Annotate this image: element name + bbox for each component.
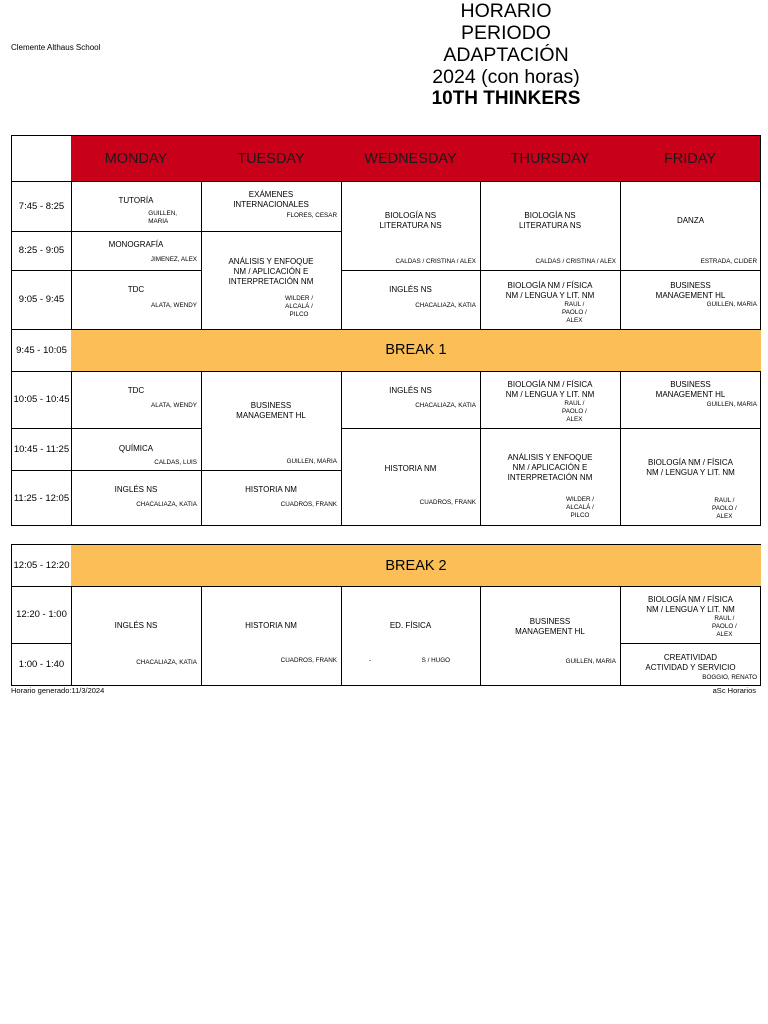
teacher-line: ALEX — [716, 631, 733, 639]
lesson-cell — [201, 231, 342, 330]
subject — [620, 653, 761, 673]
teacher — [562, 301, 587, 326]
subject-line: BIOLOGÍA NS — [384, 211, 437, 220]
title-line: 2024 (con horas) — [432, 66, 580, 88]
subject — [201, 401, 341, 421]
lesson-cell — [341, 586, 481, 685]
lesson-cell — [480, 428, 621, 526]
subject-line: MANAGEMENT HL — [515, 627, 585, 636]
teacher: ESTRADA, CLIDER — [700, 258, 757, 265]
lesson-cell — [71, 586, 202, 685]
time-slot: 11:25 - 12:05 — [12, 470, 72, 526]
teacher-line: WILDER / — [285, 295, 313, 302]
subject — [620, 595, 761, 615]
time-slot: 8:25 - 9:05 — [12, 231, 72, 271]
software-credit: aSc Horarios — [712, 686, 756, 695]
lesson-cell — [620, 428, 761, 526]
class-name: 10TH THINKERS — [431, 88, 581, 109]
lesson-cell — [201, 586, 342, 685]
subject-line: BIOLOGÍA NM / FÍSICA — [648, 458, 733, 467]
subject-line: NM / APLICACIÓN E — [512, 463, 588, 472]
subject-line: NM / APLICACIÓN E — [233, 267, 309, 276]
subject — [201, 257, 341, 287]
lesson-cell — [71, 470, 202, 526]
teacher-line: PAOLO / — [562, 408, 587, 416]
subject-line: NM / LENGUA Y LIT. NM — [505, 390, 595, 399]
teacher-line: RAUL / — [564, 301, 585, 308]
day-header-monday: MONDAY — [71, 136, 202, 182]
subject: DANZA — [676, 216, 705, 225]
teacher: ALATA, WENDY — [151, 402, 197, 409]
subject-line: BIOLOGÍA NM / FÍSICA — [507, 281, 593, 290]
subject: QUÍMICA — [118, 444, 154, 453]
subject-line: BUSINESS — [250, 401, 292, 410]
lesson-cell — [480, 181, 621, 271]
lesson-cell — [480, 371, 621, 429]
teacher: - — [369, 657, 372, 664]
teacher: CALDAS / CRISTINA / ALEX — [535, 258, 616, 265]
day-header-friday: FRIDAY — [620, 136, 760, 182]
subject-line: NM / LENGUA Y LIT. NM — [646, 605, 735, 614]
teacher: CUADROS, FRANK — [280, 657, 337, 664]
lesson-cell — [341, 181, 481, 271]
subject: MONOGRAFÍA — [108, 240, 164, 249]
day-header-thursday: THURSDAY — [480, 136, 621, 182]
teacher: CHACALIAZA, KATIA — [415, 402, 476, 409]
subject: INGLÉS NS — [389, 285, 432, 294]
subject-line: MANAGEMENT HL — [655, 291, 726, 300]
subject — [480, 453, 620, 483]
teacher-line: PILCO — [289, 311, 309, 319]
lesson-cell — [341, 371, 481, 429]
time-slot: 12:05 - 12:20 — [12, 545, 72, 587]
teacher: CUADROS, FRANK — [419, 499, 476, 506]
subject-line: CREATIVIDAD — [663, 653, 718, 662]
lesson-cell — [71, 270, 202, 330]
teacher: GUILLEN, MARIA — [706, 301, 757, 308]
break-2: BREAK 2 — [71, 545, 761, 587]
subject-line: ANÁLISIS Y ENFOQUE — [507, 453, 593, 462]
subject — [480, 281, 620, 301]
teacher-line: PILCO — [570, 512, 590, 520]
teacher-line: ALCALÁ / — [285, 303, 313, 311]
teacher-line: ALEX — [716, 513, 733, 521]
teacher-line: PAOLO / — [562, 309, 587, 317]
time-slot: 10:05 - 10:45 — [12, 371, 72, 429]
subject: TDC — [127, 386, 145, 395]
lesson-cell — [341, 270, 481, 330]
subject-line: BUSINESS — [670, 281, 711, 290]
subject-line: INTERPRETACIÓN NM — [507, 473, 593, 482]
subject-line: NM / LENGUA Y LIT. NM — [646, 468, 735, 477]
subject: TDC — [127, 285, 145, 294]
lesson-cell — [201, 181, 342, 232]
subject — [341, 211, 480, 231]
teacher — [562, 400, 587, 425]
subject — [480, 211, 620, 231]
subject-line: ACTIVIDAD Y SERVICIO — [645, 663, 736, 672]
lesson-cell — [341, 428, 481, 526]
subject: INGLÉS NS — [114, 621, 158, 630]
subject — [620, 281, 761, 301]
day-header-tuesday: TUESDAY — [201, 136, 342, 182]
subject-line: INTERNACIONALES — [233, 200, 309, 209]
page-title — [406, 0, 606, 110]
subject-line: MANAGEMENT HL — [236, 411, 306, 420]
teacher: JIMENEZ, ALEX — [150, 256, 197, 263]
subject-line: BIOLOGÍA NS — [524, 211, 576, 220]
teacher-line: GUILLEN, — [148, 210, 177, 217]
lesson-cell — [620, 270, 761, 330]
subject-line: ANÁLISIS Y ENFOQUE — [228, 257, 314, 266]
subject-line: LITERATURA NS — [379, 221, 442, 230]
subject-line: BIOLOGÍA NM / FÍSICA — [648, 595, 733, 604]
teacher-line: RAUL / — [714, 497, 735, 504]
teacher — [712, 615, 737, 640]
lesson-cell — [620, 643, 761, 685]
lesson-cell — [620, 586, 761, 644]
teacher-line: WILDER / — [566, 496, 594, 503]
teacher: GUILLEN, MARIA — [706, 401, 757, 408]
subject: ED. FÍSICA — [389, 621, 432, 630]
school-name: Clemente Althaus School — [11, 43, 101, 52]
teacher-line: RAUL / — [714, 615, 735, 622]
lesson-cell — [480, 586, 621, 685]
time-slot: 12:20 - 1:00 — [12, 586, 72, 644]
timetable-bottom — [11, 544, 761, 686]
subject: HISTORIA NM — [245, 621, 297, 630]
subject — [480, 380, 620, 400]
subject-line: INTERPRETACIÓN NM — [228, 277, 314, 286]
subject: HISTORIA NM — [245, 485, 297, 494]
subject — [480, 617, 620, 637]
teacher: ALATA, WENDY — [151, 302, 197, 309]
teacher: CUADROS, FRANK — [280, 501, 337, 508]
teacher-line: PAOLO / — [712, 623, 737, 631]
subject-line: NM / LENGUA Y LIT. NM — [505, 291, 595, 300]
title-line: PERIODO — [461, 22, 551, 44]
subject: INGLÉS NS — [114, 485, 158, 494]
teacher-line: ALEX — [566, 317, 583, 325]
lesson-cell — [480, 270, 621, 330]
subject-line: LITERATURA NS — [518, 221, 582, 230]
lesson-cell — [201, 470, 342, 526]
lesson-cell — [71, 231, 202, 271]
day-header-wednesday: WEDNESDAY — [341, 136, 481, 182]
generated-date: Horario generado:11/3/2024 — [11, 686, 105, 695]
subject — [201, 190, 341, 210]
teacher-line: ALCALÁ / — [566, 504, 594, 512]
subject: TUTORÍA — [118, 196, 154, 205]
teacher — [566, 496, 594, 521]
lesson-cell — [620, 181, 761, 271]
teacher: CHACALIAZA, KATIA — [136, 501, 197, 508]
subject-line: BUSINESS — [670, 380, 711, 389]
lesson-cell — [620, 371, 761, 429]
teacher — [148, 210, 177, 226]
teacher: CHACALIAZA, KATIA — [415, 302, 476, 309]
break-1: BREAK 1 — [71, 329, 761, 372]
teacher: CHACALIAZA, KATIA — [136, 659, 197, 666]
teacher: CALDAS, LUIS — [154, 459, 197, 466]
teacher: S / HUGO — [421, 657, 450, 664]
subject-line: BUSINESS — [529, 617, 571, 626]
teacher — [712, 497, 737, 522]
time-slot: 9:05 - 9:45 — [12, 270, 72, 330]
teacher: CALDAS / CRISTINA / ALEX — [395, 258, 476, 265]
subject — [620, 380, 761, 400]
teacher-line: MARIA — [148, 218, 169, 225]
lesson-cell — [201, 371, 342, 471]
time-slot: 1:00 - 1:40 — [12, 643, 72, 685]
timetable-top — [11, 135, 761, 526]
time-slot: 10:45 - 11:25 — [12, 428, 72, 471]
teacher — [285, 295, 313, 320]
teacher: BOGGIO, RENATO — [702, 674, 757, 681]
teacher: GUILLEN, MARIA — [286, 458, 337, 465]
subject: INGLÉS NS — [389, 386, 432, 395]
lesson-cell — [71, 181, 202, 232]
subject-line: BIOLOGÍA NM / FÍSICA — [507, 380, 593, 389]
subject-line: EXÁMENES — [248, 190, 294, 199]
teacher-line: ALEX — [566, 416, 583, 424]
subject: HISTORIA NM — [384, 464, 437, 473]
subject-line: MANAGEMENT HL — [655, 390, 726, 399]
title-line: HORARIO — [460, 0, 552, 22]
subject — [620, 458, 761, 478]
teacher-line: RAUL / — [564, 400, 585, 407]
time-slot: 7:45 - 8:25 — [12, 181, 72, 232]
title-line: ADAPTACIÓN — [443, 44, 569, 66]
time-slot: 9:45 - 10:05 — [12, 329, 72, 372]
teacher-line: PAOLO / — [712, 505, 737, 513]
corner-cell — [12, 136, 72, 182]
teacher: GUILLEN, MARIA — [565, 658, 616, 665]
lesson-cell — [71, 371, 202, 429]
teacher: FLORES, CESAR — [286, 212, 337, 219]
lesson-cell — [71, 428, 202, 471]
